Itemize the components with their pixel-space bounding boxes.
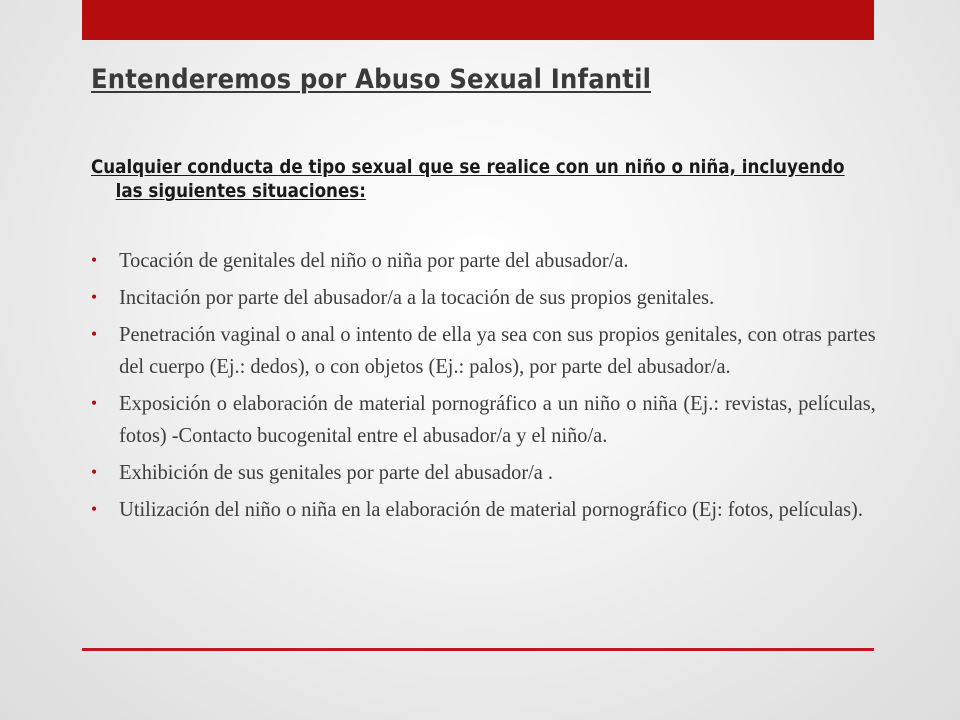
bullet-item xyxy=(91,456,876,488)
bullet-icon: • xyxy=(91,462,98,482)
bullet-icon: • xyxy=(91,250,98,270)
bullet-list xyxy=(91,244,876,530)
bullet-text: Utilización del niño o niña en la elaboración de material pornográfico (Ej: fotos, películas). xyxy=(119,497,863,521)
bullet-item xyxy=(91,244,876,276)
bullet-item xyxy=(91,387,876,451)
bullet-text: Exhibición de sus genitales por parte del abusador/a . xyxy=(119,460,554,484)
bullet-icon: • xyxy=(91,324,98,344)
bullet-item xyxy=(91,281,876,313)
bullet-icon: • xyxy=(91,393,98,413)
slide-title: Entenderemos por Abuso Sexual Infantil xyxy=(91,64,652,95)
bullet-item xyxy=(91,493,876,525)
top-accent-bar xyxy=(82,0,874,40)
bullet-text: Incitación por parte del abusador/a a la tocación de sus propios genitales. xyxy=(119,285,715,309)
bullet-text: Tocación de genitales del niño o niña por parte del abusador/a. xyxy=(119,248,629,272)
bullet-item xyxy=(91,318,876,382)
bullet-icon: • xyxy=(91,287,98,307)
bullet-icon: • xyxy=(91,499,98,519)
bullet-text: Penetración vaginal o anal o intento de ella ya sea con sus propios genitales, con otras partes del cuerpo (Ej.: dedos), o con objetos (Ej.: palos), por parte del abusador/a. xyxy=(119,322,876,378)
bullet-text: Exposición o elaboración de material pornográfico a un niño o niña (Ej.: revistas, películas, fotos) -Contacto bucogenital entre el abusador/a y el niño/a. xyxy=(119,391,876,447)
slide-subtitle: Cualquier conducta de tipo sexual que se realice con un niño o niña, incluyendo las siguientes situaciones: xyxy=(91,156,845,202)
bottom-divider-line xyxy=(82,648,874,651)
